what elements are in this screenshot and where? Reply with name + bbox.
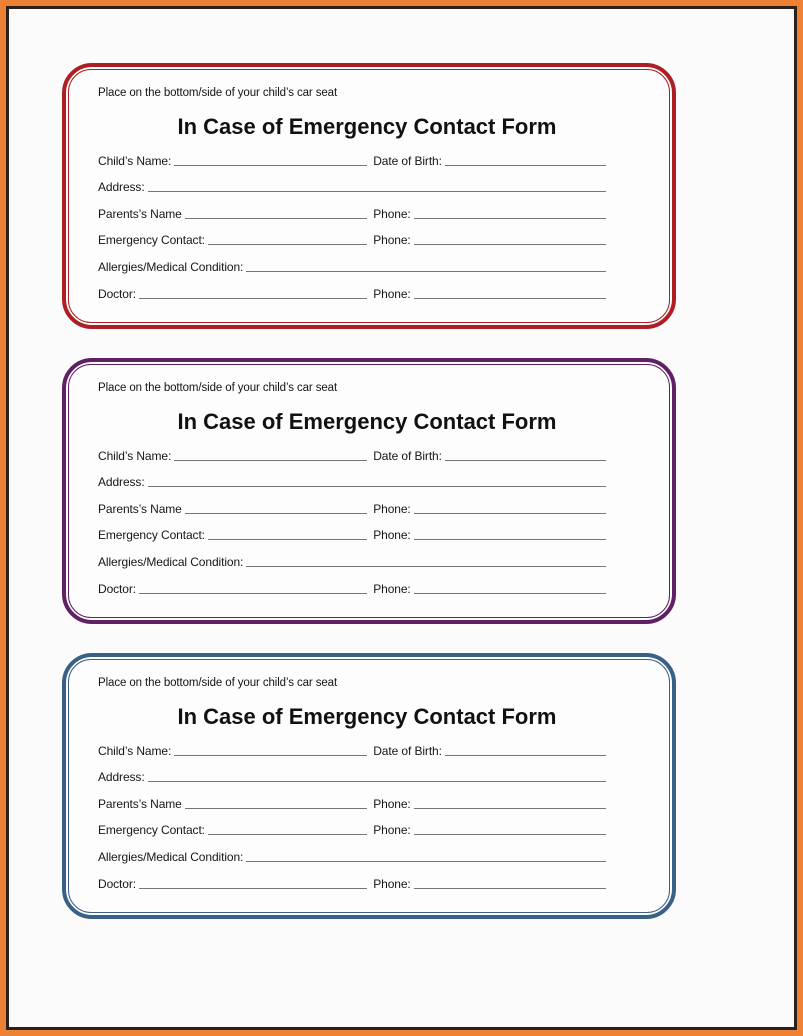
field-label: Phone:: [373, 581, 411, 596]
field-label: Date of Birth:: [373, 743, 442, 758]
form-row: [98, 468, 606, 495]
form-field: [98, 763, 606, 786]
field-label: Address:: [98, 475, 145, 490]
card-inner-border: [68, 69, 670, 323]
form-row: [98, 547, 606, 574]
blank-write-line: [208, 539, 367, 540]
field-label: Parents’s Name: [98, 501, 182, 516]
emergency-contact-card-blue: [62, 653, 676, 919]
blank-write-line: [445, 165, 606, 166]
field-label: Date of Birth:: [373, 448, 442, 463]
blank-write-line: [185, 513, 367, 514]
emergency-contact-card-red: [62, 63, 676, 329]
blank-write-line: [414, 834, 606, 835]
blank-write-line: [185, 218, 367, 219]
field-label: Parents’s Name: [98, 206, 182, 221]
form-row: [98, 279, 606, 306]
field-label: Child’s Name:: [98, 153, 172, 168]
form-row: [98, 146, 606, 173]
form-field: [98, 842, 606, 865]
blank-write-line: [414, 808, 606, 809]
form-field: [367, 816, 606, 839]
card-title: In Case of Emergency Contact Form: [177, 409, 557, 434]
card-title: In Case of Emergency Contact Form: [177, 704, 557, 729]
field-label: Address:: [98, 770, 145, 785]
blank-write-line: [148, 781, 606, 782]
placement-instruction: Place on the bottom/side of your child’s car seat: [98, 677, 338, 689]
field-label: Date of Birth:: [373, 153, 442, 168]
form-rows: [98, 146, 606, 306]
blank-write-line: [148, 486, 606, 487]
field-label: Emergency Contact:: [98, 823, 205, 838]
form-row: [98, 842, 606, 869]
card-inner-border: [68, 659, 670, 913]
cards-container: [62, 63, 794, 919]
field-label: Child’s Name:: [98, 743, 172, 758]
blank-write-line: [208, 834, 367, 835]
card-title: In Case of Emergency Contact Form: [177, 114, 557, 139]
form-field: [367, 226, 606, 249]
blank-write-line: [414, 218, 606, 219]
form-row: [98, 789, 606, 816]
form-row: [98, 574, 606, 601]
form-field: [98, 574, 367, 597]
field-label: Address:: [98, 180, 145, 195]
emergency-contact-card-purple: [62, 358, 676, 624]
form-field: [367, 279, 606, 302]
field-label: Phone:: [373, 501, 411, 516]
blank-write-line: [246, 271, 606, 272]
form-field: [367, 574, 606, 597]
form-rows: [98, 736, 606, 896]
blank-write-line: [174, 755, 367, 756]
field-label: Emergency Contact:: [98, 233, 205, 248]
form-field: [98, 252, 606, 275]
blank-write-line: [185, 808, 367, 809]
form-row: [98, 521, 606, 548]
field-label: Phone:: [373, 206, 411, 221]
blank-write-line: [414, 539, 606, 540]
form-field: [367, 441, 606, 464]
field-label: Doctor:: [98, 286, 136, 301]
form-field: [367, 146, 606, 169]
form-field: [98, 279, 367, 302]
form-field: [98, 173, 606, 196]
form-field: [367, 521, 606, 544]
form-row: [98, 226, 606, 253]
form-row: [98, 252, 606, 279]
form-field: [98, 441, 367, 464]
field-label: Allergies/Medical Condition:: [98, 554, 244, 569]
field-label: Phone:: [373, 876, 411, 891]
form-field: [98, 736, 367, 759]
blank-write-line: [414, 244, 606, 245]
form-row: [98, 816, 606, 843]
form-field: [98, 547, 606, 570]
form-row: [98, 173, 606, 200]
field-label: Parents’s Name: [98, 796, 182, 811]
form-rows: [98, 441, 606, 601]
form-row: [98, 494, 606, 521]
blank-write-line: [414, 888, 606, 889]
blank-write-line: [174, 460, 367, 461]
form-field: [98, 199, 367, 222]
blank-write-line: [139, 888, 367, 889]
placement-instruction: Place on the bottom/side of your child’s car seat: [98, 382, 338, 394]
field-label: Child’s Name:: [98, 448, 172, 463]
card-inner-border: [68, 364, 670, 618]
form-row: [98, 869, 606, 896]
form-field: [367, 199, 606, 222]
field-label: Emergency Contact:: [98, 528, 205, 543]
form-field: [367, 736, 606, 759]
field-label: Allergies/Medical Condition:: [98, 259, 244, 274]
field-label: Phone:: [373, 286, 411, 301]
form-field: [367, 869, 606, 892]
blank-write-line: [174, 165, 367, 166]
blank-write-line: [246, 566, 606, 567]
field-label: Phone:: [373, 528, 411, 543]
blank-write-line: [445, 755, 606, 756]
form-field: [98, 468, 606, 491]
form-row: [98, 736, 606, 763]
form-row: [98, 199, 606, 226]
blank-write-line: [414, 513, 606, 514]
field-label: Phone:: [373, 233, 411, 248]
blank-write-line: [246, 861, 606, 862]
field-label: Doctor:: [98, 581, 136, 596]
blank-write-line: [148, 191, 606, 192]
form-field: [98, 494, 367, 517]
form-field: [98, 789, 367, 812]
form-field: [367, 494, 606, 517]
form-field: [367, 789, 606, 812]
blank-write-line: [445, 460, 606, 461]
form-row: [98, 441, 606, 468]
blank-write-line: [414, 298, 606, 299]
form-field: [98, 521, 367, 544]
field-label: Phone:: [373, 823, 411, 838]
form-row: [98, 763, 606, 790]
document-page: [6, 6, 797, 1030]
blank-write-line: [414, 593, 606, 594]
form-field: [98, 226, 367, 249]
field-label: Phone:: [373, 796, 411, 811]
placement-instruction: Place on the bottom/side of your child’s car seat: [98, 87, 338, 99]
field-label: Allergies/Medical Condition:: [98, 849, 244, 864]
blank-write-line: [139, 298, 367, 299]
form-field: [98, 146, 367, 169]
form-field: [98, 816, 367, 839]
blank-write-line: [139, 593, 367, 594]
form-field: [98, 869, 367, 892]
blank-write-line: [208, 244, 367, 245]
field-label: Doctor:: [98, 876, 136, 891]
